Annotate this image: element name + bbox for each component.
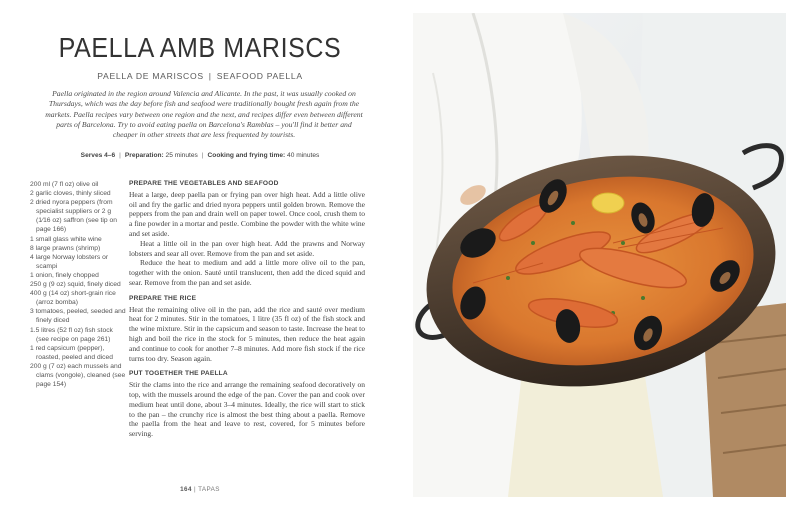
method-heading: PREPARE THE RICE [129,294,197,302]
ingredient-item: 1.5 litres (52 fl oz) fish stock (see recipe on page 261) [30,326,113,343]
recipe-meta [0,152,400,159]
ingredient-item: 8 large prawns (shrimp) [30,244,101,252]
method-paragraph: Heat a large, deep paella pan or frying pan over high heat. Add a little olive oil and fry the garlic and dried nyora peppers until golden brown. Remove the peppers from the pan and drain well on paper towel. Once cool, crush them to a fine powder in a mortar and pestle. Combine the powder with the white wine and set aside. [129,189,365,238]
lemon-wedge [592,193,624,213]
recipe-title: PAELLA AMB MARISCS [58,32,342,64]
prep-value: 25 minutes [165,152,198,159]
paella-photo [413,13,786,497]
page-footer [0,486,400,493]
ingredient-item: 4 large Norway lobsters or scampi [30,253,109,270]
cook-label: Cooking and frying time: [207,152,286,159]
ingredient-item: 3 tomatoes, peeled, seeded and finely diced [30,308,126,325]
method-paragraph: Heat a little oil in the pan over high heat. Add the prawns and Norway lobsters and sear all over. Remove from the pan and set aside. [129,238,365,258]
subtitle-separator: | [208,71,212,81]
ingredient-item: 200 g (7 oz) each mussels and clams (vongole), cleaned (see page 154) [30,362,126,389]
subtitle-catalan-spanish: PAELLA DE MARISCOS [97,71,204,81]
meta-separator: | [119,152,121,159]
recipe-subtitle [0,71,400,81]
recipe-intro: Paella originated in the region around Valencia and Alicante. In the past, it was usually cooked on Thursdays, which was the day before fish and seafood were traditionally bought fresh again from the markets. Paella recipes vary between one region and the next, and recipes differ even between different parts of Barcelona. Try to avoid eating paella on Barcelona's Ramblas – you'll find it better and cheaper in other streets that are less frequented by tourists. [45,89,363,140]
method-heading: PREPARE THE VEGETABLES AND SEAFOOD [129,180,279,187]
ingredient-item: 1 red capsicum (pepper), roasted, peeled and diced [30,344,113,361]
folio-separator: | [194,486,197,493]
subtitle-english: SEAFOOD PAELLA [216,71,303,81]
ingredient-item: 1 onion, finely chopped [30,271,99,279]
ingredient-item: 2 garlic cloves, thinly sliced [30,190,111,198]
method-heading: PUT TOGETHER THE PAELLA [129,370,228,378]
method-section [129,179,365,439]
paella-illustration [413,13,786,497]
ingredient-item: 200 ml (7 fl oz) olive oil [30,181,99,188]
section-name: TAPAS [198,486,220,493]
meta-separator: | [201,152,204,159]
serves: Serves 4–6 [80,152,116,159]
page-number: 164 [180,486,192,493]
ingredients-list [30,180,126,389]
ingredient-item: 250 g (9 oz) squid, finely diced [30,281,121,289]
method-paragraph: Stir the clams into the rice and arrange the remaining seafood decoratively on top, with the mussels around the edge of the pan. Cover the pan and cook over medium heat until done, about 3–4 minutes. Ideally, the rice will start to stick to the pan – the crunchy rice is almost the best thing about a paella. Remove the paella from the heat and leave to rest, covered, for 5 minutes before serving. [129,380,365,439]
ingredient-item: 2 dried nyora peppers (from specialist suppliers or 2 g (1⁄16 oz) saffron (see tip on page 166) [30,199,117,234]
cook-value: 40 minutes [287,152,320,159]
ingredient-item: 400 g (14 oz) short-grain rice (arroz bomba) [30,290,116,307]
ingredient-item: 1 small glass white wine [30,235,102,243]
prep-label: Preparation: [124,152,164,159]
method-paragraph: Reduce the heat to medium and add a little more olive oil to the pan, together with the onion. Sauté until translucent, then add the diced squid and sear. Remove from the pan and set aside. [129,258,365,287]
method-paragraph: Heat the remaining olive oil in the pan, add the rice and sauté over medium heat for 2 minutes. Stir in the tomatoes, 1 litre (35 fl oz) of the fish stock and the wine mixture. Stir in the capsicum and season to taste. Increase the heat to high and boil the rice in the stock for 5 minutes, then reduce the heat again and continue to cook for another 7–8 minutes. Add more fish stock if the rice turns too dry. Season again. [129,304,365,363]
